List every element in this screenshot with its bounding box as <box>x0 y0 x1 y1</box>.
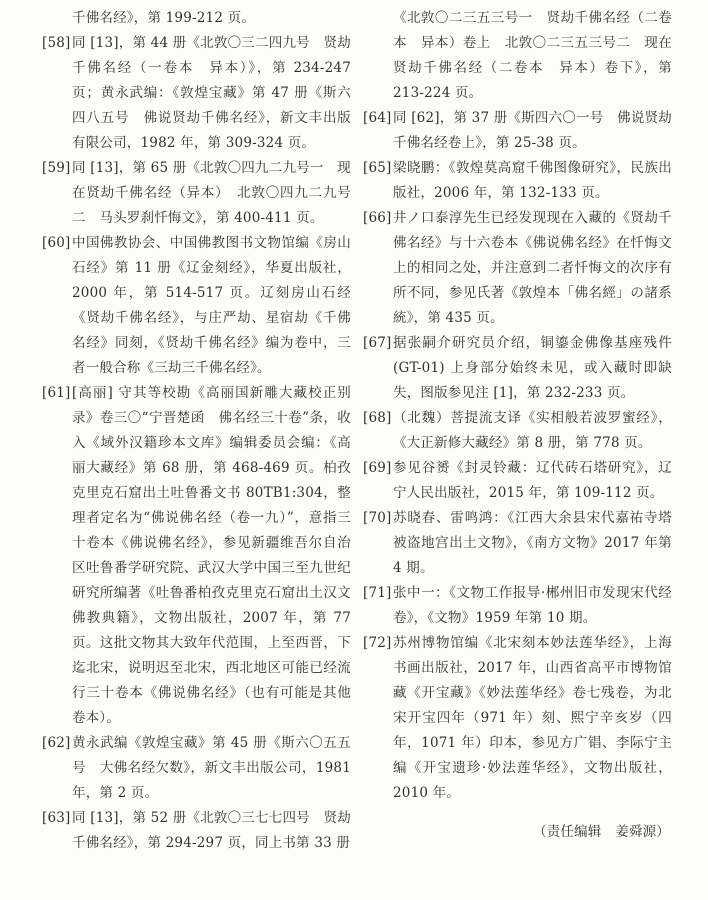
reference-text: 梁晓鹏：《敦煌莫高窟千佛图像研究》，民族出版社，2006 年，第 132-133 页。 <box>393 160 672 201</box>
reference-number: [66] <box>363 210 392 226</box>
reference-text: 苏州博物馆编《北宋刻本妙法莲华经》，上海书画出版社，2017 年，山西省高平市博物馆藏《开宝藏》《妙法莲华经》卷七残卷，为北宋开宝四年（971 年）刻、熙宁辛亥岁（四年，1071 年）印本，参见方广锠、李际宁主编《开宝遗珍·妙法莲华经》，文物出版社，2010 年。 <box>393 635 672 801</box>
reference-item <box>42 731 351 806</box>
reference-text: 参见谷赟《封灵铃藏：辽代砖石塔研究》，辽宁人民出版社，2015 年，第 109-112 页。 <box>393 460 672 501</box>
reference-continuation: 千佛名经》，第 199-212 页。 <box>72 10 256 26</box>
reference-number: [61] <box>42 385 71 401</box>
reference-number: [68] <box>363 410 392 426</box>
references-column-right <box>363 6 672 845</box>
reference-item <box>363 506 672 581</box>
reference-number: [67] <box>363 335 392 351</box>
reference-number: [69] <box>363 460 392 476</box>
references-column-left <box>42 6 351 856</box>
reference-text: 同 [62]，第 37 册《斯四六〇一号 佛说贤劫千佛名经卷上》，第 25-38 页。 <box>393 110 672 151</box>
reference-text: 同 [13]，第 65 册《北敦〇四九二九号一 现在贤劫千佛名经（异本） 北敦〇四九二九号二 马头罗刹忏悔文》，第 400-411 页。 <box>72 160 351 226</box>
reference-number: [60] <box>42 235 71 251</box>
reference-item <box>363 631 672 806</box>
reference-item <box>363 206 672 331</box>
reference-number: [65] <box>363 160 392 176</box>
reference-item <box>363 456 672 506</box>
reference-number: [70] <box>363 510 392 526</box>
reference-item <box>363 106 672 156</box>
reference-text: 苏晓春、雷鸣鸿：《江西大余县宋代嘉祐寺塔被盗地宫出土文物》，《南方文物》2017 年第 4 期。 <box>393 510 672 576</box>
reference-item <box>42 381 351 731</box>
reference-continuation: 《北敦〇二三五三号一 贤劫千佛名经（二卷本 异本）卷上 北敦〇二三五三号二 现在贤劫千佛名经（二卷本 异本）卷下》，第 213-224 页。 <box>393 10 672 101</box>
reference-text: 据张嗣介研究员介绍，铜鎏金佛像基座残件 (GT-01) 上身部分始终未见，或入藏时即缺失，图版参见注 [1]，第 232-233 页。 <box>393 335 672 401</box>
reference-number: [64] <box>363 110 392 126</box>
reference-item <box>363 581 672 631</box>
reference-number: [71] <box>363 585 392 601</box>
reference-item <box>363 406 672 456</box>
reference-text: 同 [13]，第 44 册《北敦〇三二四九号 贤劫千佛名经（一卷本 异本）》，第 234-247 页；黄永武编：《敦煌宝藏》第 47 册《斯六四八五号 佛说贤劫千佛名经》，新文丰出版有限公司，1982 年，第 309-324 页。 <box>72 35 351 151</box>
reference-number: [63] <box>42 810 71 826</box>
reference-item <box>42 806 351 856</box>
reference-number: [58] <box>42 35 71 51</box>
reference-text: 张中一：《文物工作报导·郴州旧市发现宋代经卷》，《文物》1959 年第 10 期。 <box>393 585 672 626</box>
reference-number: [72] <box>363 635 392 651</box>
editor-credit: （责任编辑 姜舜源） <box>533 824 670 840</box>
reference-text: [高丽] 守其等校勘《高丽国新雕大藏校正别录》卷三〇“宁晋楚函 佛名经三十卷”条，收入《域外汉籍珍本文库》编辑委员会编：《高丽大藏经》第 68 册，第 468-469 页。柏孜克里克石窟出土吐鲁番文书 80TB1:304，整理者定名为“佛说佛名经（卷一九）”，意指三十卷本《佛说佛名经》，参见新疆维吾尔自治区吐鲁番学研究院、武汉大学中国三至九世纪研究所编著《吐鲁番柏孜克里克石窟出土汉文佛教典籍》，文物出版社，2007 年，第 77 页。这批文物其大致年代范围，上至西晋，下迄北宋，说明迟至北宋，西北地区可能已经流行三十卷本《佛说佛名经》（也有可能是其他卷本）。 <box>72 385 351 726</box>
reference-text: 黄永武编《敦煌宝藏》第 45 册《斯六〇五五号 大佛名经欠数》，新文丰出版公司，1981 年，第 2 页。 <box>72 735 351 801</box>
reference-text: 中国佛教协会、中国佛教图书文物馆编《房山石经》第 11 册《辽金刻经》，华夏出版社，2000 年，第 514-517 页。辽刻房山石经《贤劫千佛名经》，与庄严劫、星宿劫《千佛名经》同刻，《贤劫千佛名经》编为卷中，三者一般合称《三劫三千佛名经》。 <box>72 235 351 376</box>
reference-text: 井ノ口泰淳先生已经发现现在入藏的《贤劫千佛名经》与十六卷本《佛说佛名经》在忏悔文上的相同之处，并注意到二者忏悔文的次序有所不同，参见氏著《敦煌本「佛名經」の諸系統》，第 435 页。 <box>393 210 672 326</box>
reference-item <box>363 156 672 206</box>
reference-item <box>42 31 351 156</box>
reference-number: [59] <box>42 160 71 176</box>
reference-number: [62] <box>42 735 71 751</box>
reference-text: （北魏）菩提流支译《实相般若波罗蜜经》，《大正新修大藏经》第 8 册，第 778 页。 <box>393 410 672 451</box>
reference-item <box>363 331 672 406</box>
reference-item <box>42 231 351 381</box>
reference-text: 同 [13]，第 52 册《北敦〇三七七四号 贤劫千佛名经》，第 294-297 页，同上书第 33 册 <box>72 810 351 851</box>
reference-item <box>42 156 351 231</box>
